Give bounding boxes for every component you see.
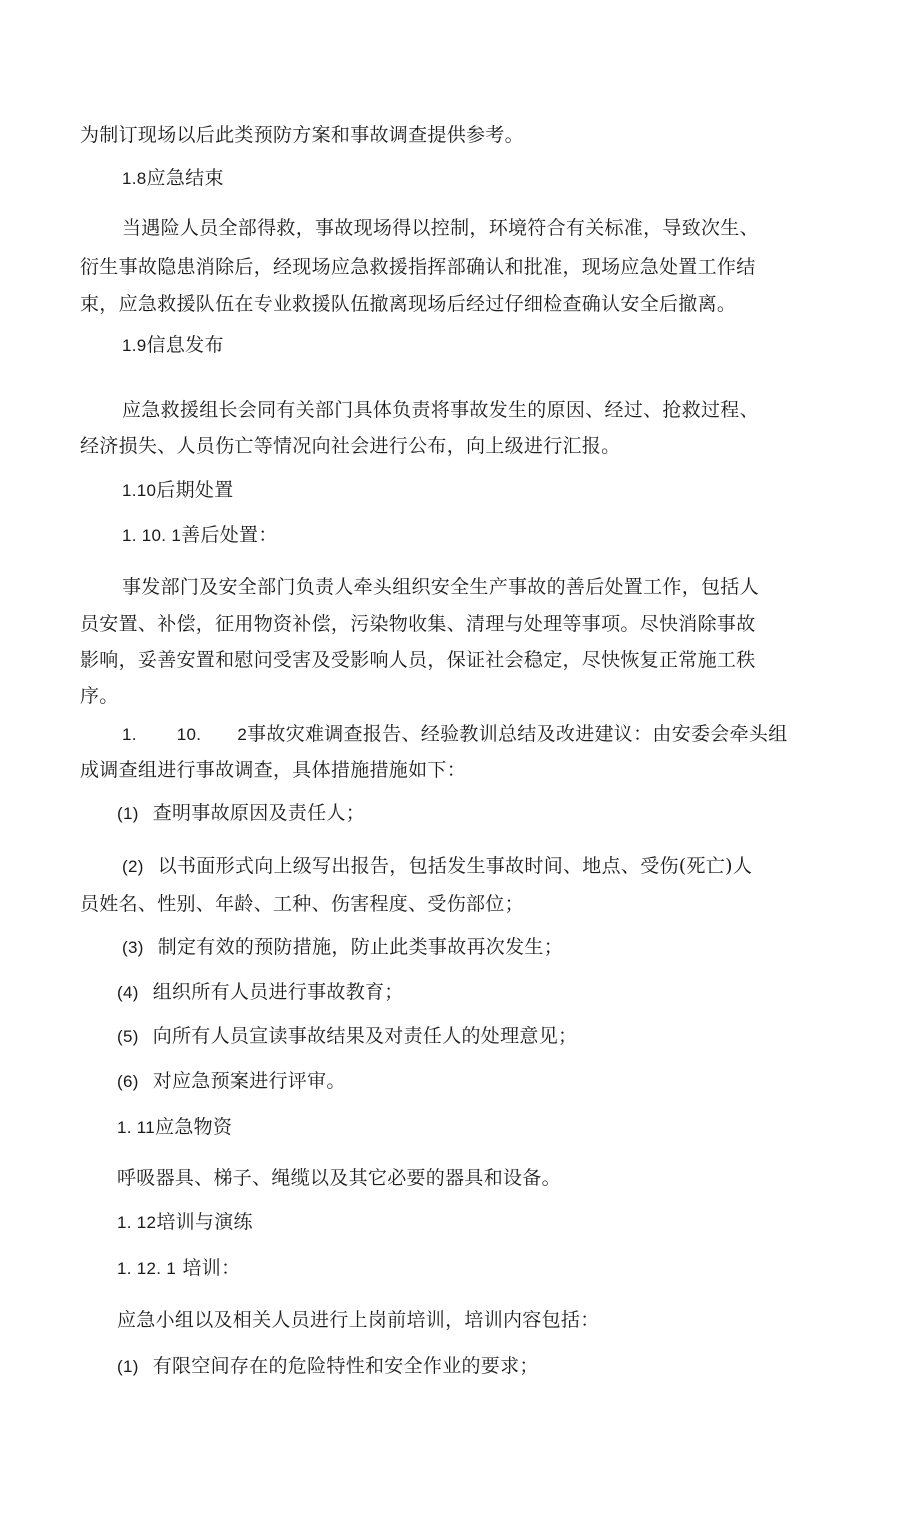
- text: 束，应急救援队伍在专业救援队伍撤离现场后经过仔细检查确认安全后撤离。: [80, 293, 737, 315]
- heading-number: 1.10: [122, 481, 157, 500]
- heading-text: 后期处置: [156, 479, 234, 501]
- heading-text: 善后处置：: [181, 524, 278, 546]
- text: 为制订现场以后此类预防方案和事故调查提供参考。: [80, 124, 524, 146]
- text: 应急救援组长会同有关部门具体负责将事故发生的原因、经过、抢救过程、: [122, 399, 759, 421]
- heading-number: 1.8: [122, 169, 147, 188]
- list-item: [122, 935, 563, 960]
- list-number: (1): [117, 804, 139, 823]
- list-item: [122, 854, 752, 879]
- section-heading-1-10-1: [122, 523, 278, 548]
- section-heading-1-10-2: [122, 722, 788, 747]
- text: 当遇险人员全部得救，事故现场得以控制，环境符合有关标准，导致次生、: [122, 217, 759, 239]
- list-item: [117, 980, 404, 1005]
- heading-text: 信息发布: [146, 334, 224, 356]
- heading-text: 事故灾难调查报告、经验教训总结及改进建议：由安委会牵头组: [247, 723, 788, 745]
- paragraph-line: [122, 398, 759, 422]
- list-number: (6): [117, 1072, 139, 1091]
- list-text: 对应急预案进行评审。: [152, 1070, 346, 1092]
- text: 呼吸器具、梯子、绳缆以及其它必要的器具和设备。: [117, 1167, 561, 1189]
- paragraph-line: [80, 648, 756, 672]
- paragraph-line: [80, 255, 756, 279]
- text: 序。: [80, 685, 119, 707]
- paragraph-line: [117, 1308, 600, 1332]
- list-item: [117, 801, 365, 826]
- list-item: [117, 1069, 346, 1094]
- list-number: (5): [117, 1027, 139, 1046]
- text: 事发部门及安全部门负责人牵头组织安全生产事故的善后处置工作，包括人: [122, 576, 759, 598]
- list-text: 有限空间存在的危险特性和安全作业的要求；: [152, 1355, 539, 1377]
- text: 衍生事故隐患消除后，经现场应急救援指挥部确认和批准，现场应急处置工作结: [80, 256, 756, 278]
- heading-text: 培训：: [176, 1257, 241, 1279]
- text: 员安置、补偿，征用物资补偿，污染物收集、清理与处理等事项。尽快消除事故: [80, 613, 756, 635]
- section-heading-1-10: [122, 478, 234, 503]
- heading-number: 1. 12. 1: [117, 1259, 177, 1278]
- text: 经济损失、人员伤亡等情况向社会进行公布，向上级进行汇报。: [80, 435, 621, 457]
- list-text: 向所有人员宣读事故结果及对责任人的处理意见；: [152, 1025, 578, 1047]
- list-number: (4): [117, 983, 139, 1002]
- heading-number: 1. 11: [117, 1118, 156, 1137]
- heading-text: 应急结束: [146, 167, 224, 189]
- section-heading-1-12-1: [117, 1256, 240, 1281]
- list-item: [117, 1024, 577, 1049]
- list-text: 查明事故原因及责任人；: [152, 802, 365, 824]
- list-text: 制定有效的预防措施，防止此类事故再次发生；: [157, 936, 563, 958]
- paragraph-line: [122, 575, 759, 599]
- list-item-continuation: [80, 892, 524, 916]
- heading-number-part: 1.: [122, 725, 137, 744]
- heading-number: 1. 12: [117, 1213, 157, 1232]
- list-number: (2): [122, 857, 144, 876]
- list-text: 员姓名、性别、年龄、工种、伤害程度、受伤部位；: [80, 893, 524, 915]
- list-text: 组织所有人员进行事故教育；: [152, 981, 404, 1003]
- paragraph-line: [122, 216, 759, 240]
- text: 成调查组进行事故调查，具体措施措施如下：: [80, 759, 467, 781]
- paragraph-line: [80, 434, 620, 458]
- paragraph-line: [80, 612, 756, 636]
- section-heading-1-11: [117, 1115, 232, 1140]
- section-heading-1-8: [122, 166, 224, 191]
- section-heading-1-12: [117, 1210, 253, 1235]
- list-item: [117, 1354, 539, 1379]
- heading-text: 应急物资: [155, 1116, 233, 1138]
- heading-number: 1.9: [122, 336, 147, 355]
- heading-number: 1. 10. 1: [122, 526, 182, 545]
- paragraph-line: [80, 292, 736, 316]
- list-text: 以书面形式向上级写出报告，包括发生事故时间、地点、受伤(死亡)人: [157, 855, 753, 877]
- heading-number-part: 10.: [176, 725, 202, 744]
- heading-number-part: 2: [237, 725, 248, 744]
- text: 影响，妥善安置和慰问受害及受影响人员，保证社会稳定，尽快恢复正常施工秩: [80, 649, 756, 671]
- heading-text: 培训与演练: [156, 1211, 253, 1233]
- text: 应急小组以及相关人员进行上岗前培训，培训内容包括：: [117, 1309, 600, 1331]
- paragraph-line: [80, 758, 466, 782]
- list-number: (3): [122, 938, 144, 957]
- list-number: (1): [117, 1357, 139, 1376]
- section-heading-1-9: [122, 333, 224, 358]
- paragraph-line: [117, 1166, 561, 1190]
- paragraph-line: [80, 684, 119, 708]
- paragraph-line: [80, 123, 524, 147]
